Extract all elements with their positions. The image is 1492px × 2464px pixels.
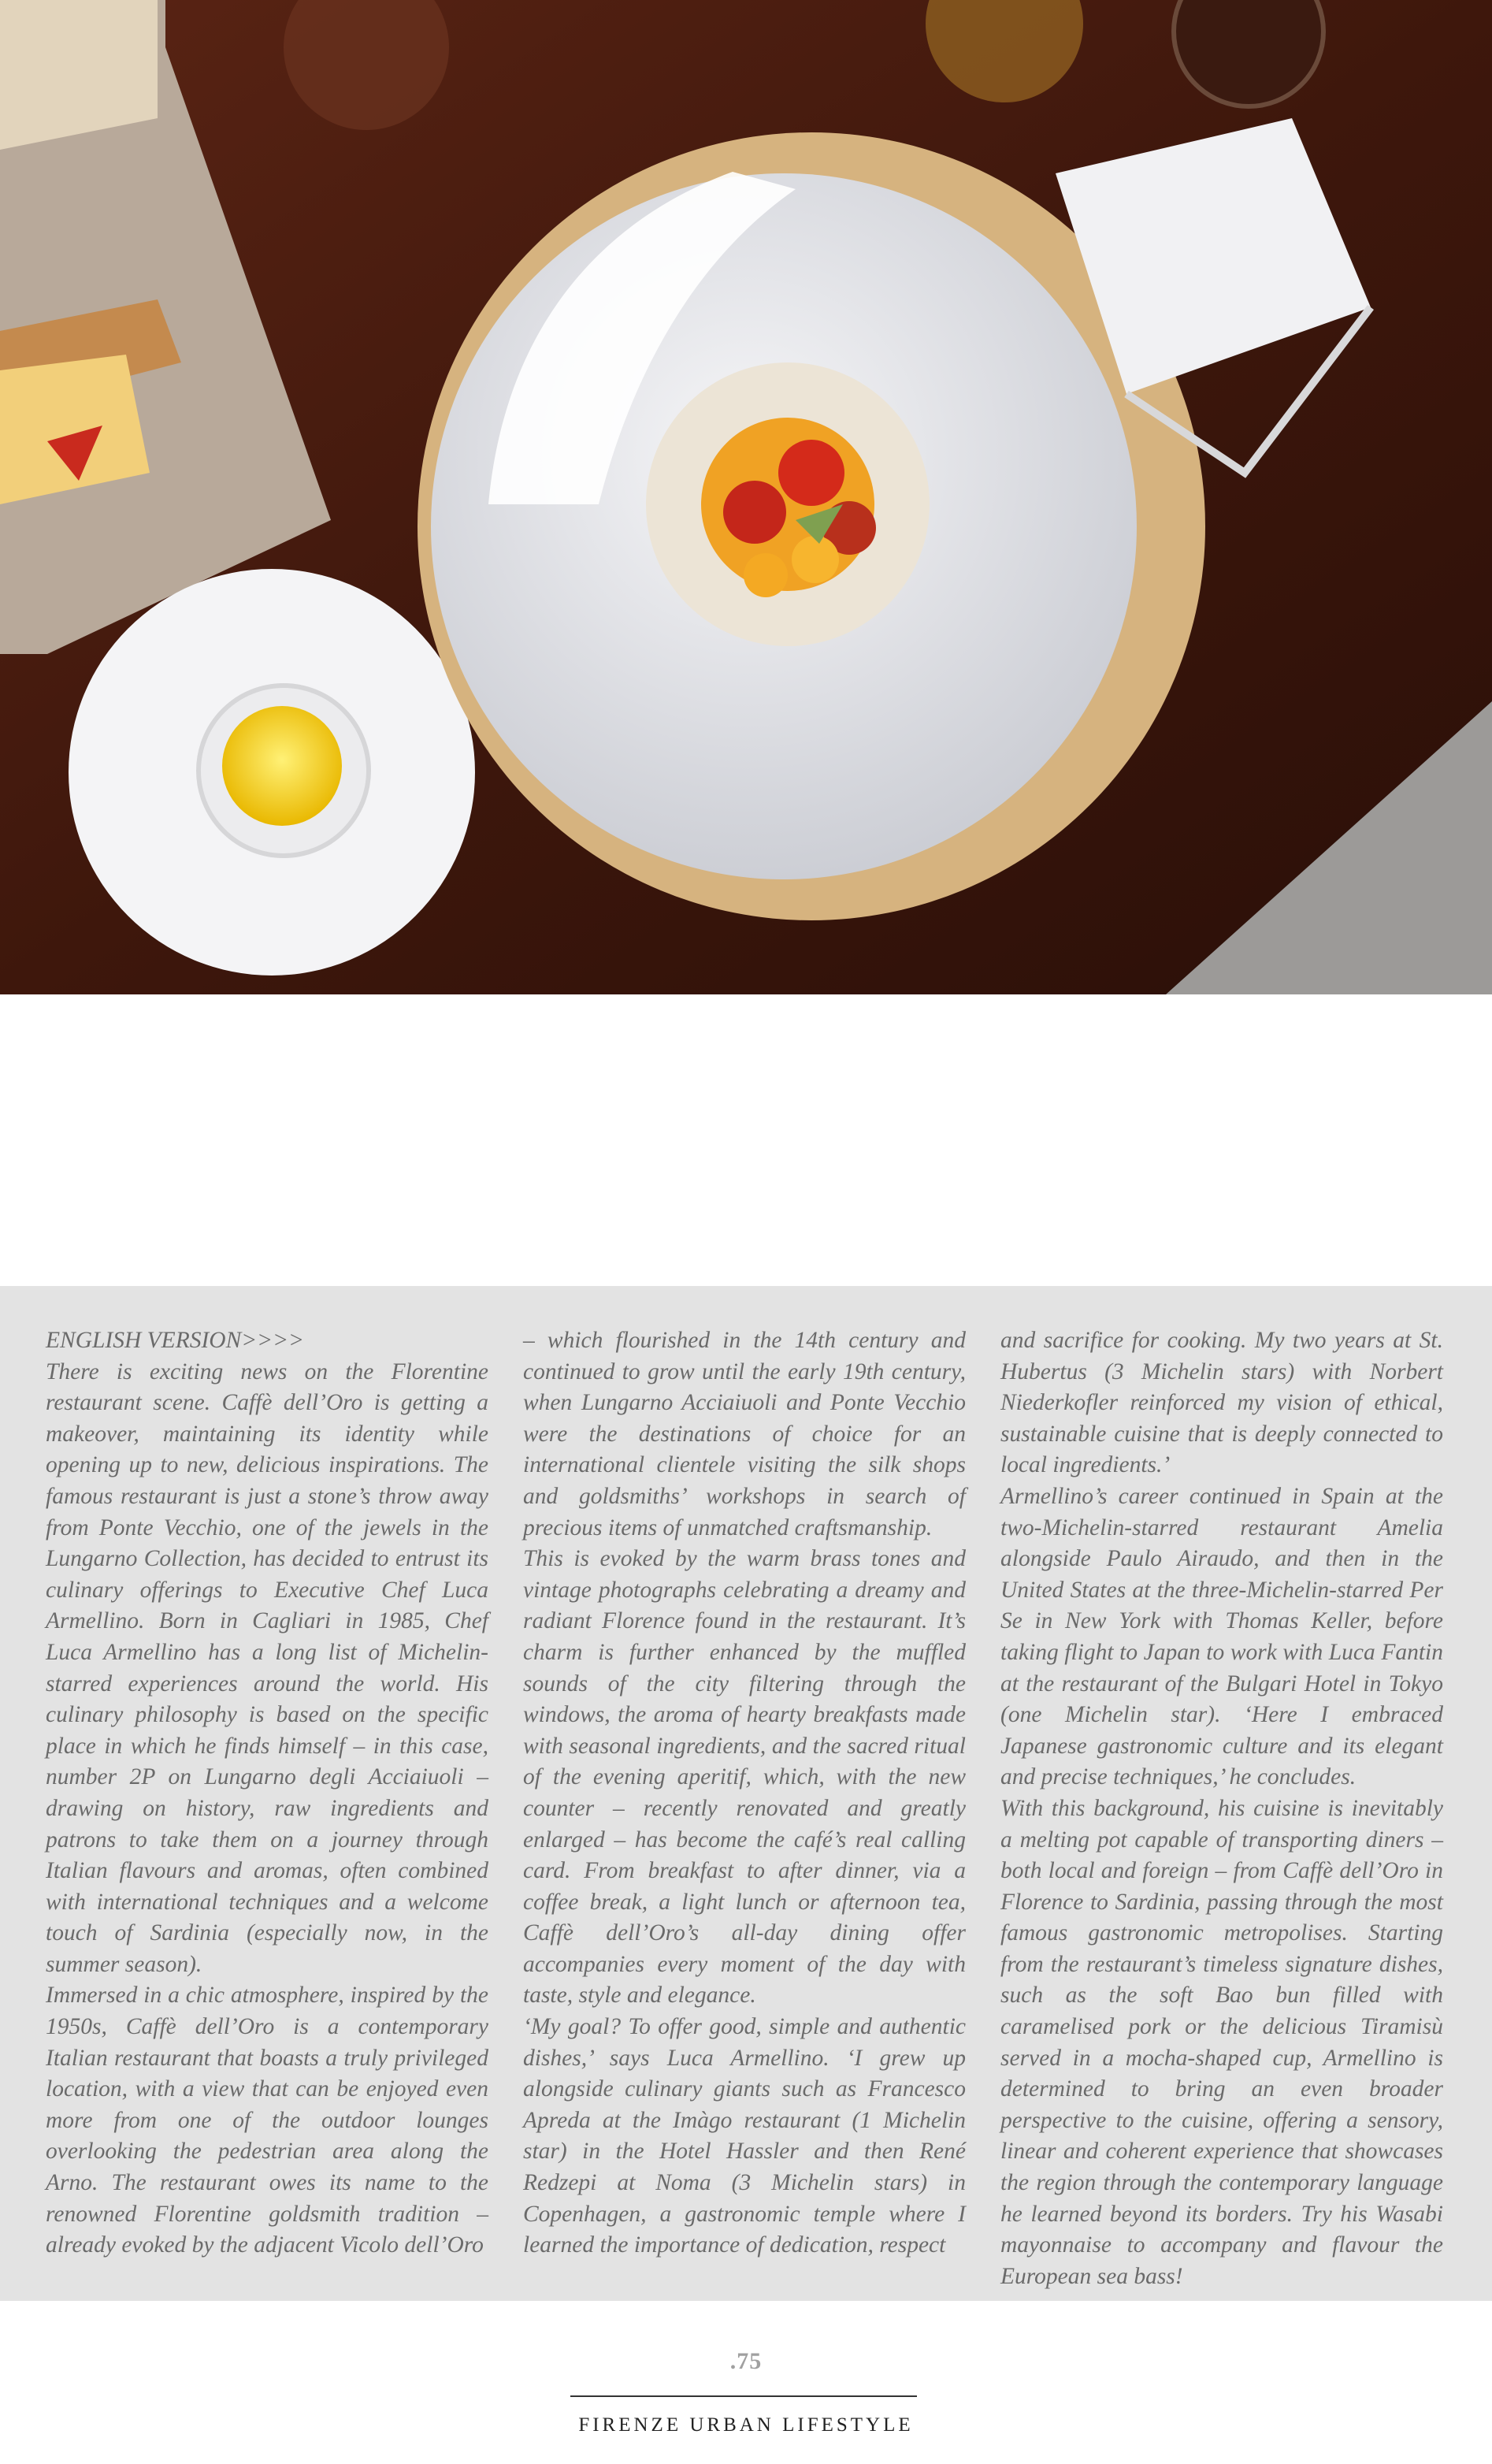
page-footer xyxy=(0,2348,1492,2458)
article-paragraph: Immersed in a chic atmosphere, inspired by the 1950s, Caffè dell’Oro is a contemporary Italian restaurant that boasts a truly privileged location, with a view that can be enjoyed even more from one of the outdoor lounges overlooking the pedestrian area along the Arno. The restaurant owes its name to the renowned Florentine goldsmith tradition – already evoked by the adjacent Vicolo dell’Oro xyxy=(46,1983,488,2258)
article-paragraph: This is evoked by the warm brass tones and vintage photographs celebrating a dreamy and radiant Florence found in the restaurant. It’s charm is further enhanced by the muffled sounds of the city filtering through the windows, the aroma of hearty breakfasts made with seasonal ingredients, and the sacred ritual of the evening aperitif, which, with the new counter – recently renovated and greatly enlarged – has become the café’s real calling card. From breakfast to after dinner, via a coffee break, a light lunch or afternoon tea, Caffè dell’Oro’s all-day dining offer accompanies every moment of the day with taste, style and elegance. xyxy=(523,1546,966,2009)
yellow-tomato-slice xyxy=(792,536,839,583)
article-column-2 xyxy=(523,1325,966,2292)
page-number: .75 xyxy=(729,2348,763,2374)
red-tomato-1 xyxy=(778,440,844,506)
hero-photo xyxy=(0,0,1492,994)
article-heading: ENGLISH VERSION>>>> xyxy=(46,1328,304,1353)
article-columns xyxy=(46,1325,1443,2289)
yellow-tomato-slice-2 xyxy=(744,553,788,597)
plated-dish-illustration xyxy=(0,0,1492,994)
article-paragraph: There is exciting news on the Florentine restaurant scene. Caffè dell’Oro is getting a makeover, maintaining its identity while opening up to new, delicious inspirations. The famous restaurant is just a stone’s throw away from Ponte Vecchio, one of the jewels in the Lungarno Collection, has decided to entrust its culinary offerings to Executive Chef Luca Armellino. Born in Cagliari in 1985, Chef Luca Armellino has a long list of Michelin-starred experiences around the world. His culinary philosophy is based on the specific place in which he finds himself – in this case, number 2P on Lungarno degli Acciaiuoli – drawing on history, raw ingredients and patrons to take them on a journey through Italian flavours and aromas, often combined with international techniques and a welcome touch of Sardinia (especially now, in the summer season). xyxy=(46,1358,488,1977)
red-tomato-2 xyxy=(723,481,786,544)
article-paragraph: – which flourished in the 14th century and continued to grow until the early 19th century, when Lungarno Acciaiuoli and Ponte Vecchio were the destinations of choice for an international clientele visiting the silk shops and goldsmiths’ workshops in search of precious items of unmatched craftsmanship. xyxy=(523,1328,966,1540)
article-paragraph: Armellino’s career continued in Spain at the two-Michelin-starred restaurant Amelia alongside Paulo Airaudo, and then in the United States at the three-Michelin-starred Per Se in New York with Thomas Keller, before taking flight to Japan to work with Luca Fantin at the restaurant of the Bulgari Hotel in Tokyo (one Michelin star). ‘Here I embraced Japanese gastronomic culture and its elegant and precise techniques,’ he concludes. xyxy=(1000,1483,1443,1790)
article-paragraph: and sacrifice for cooking. My two years at St. Hubertus (3 Michelin stars) with Norbert Niederkofler reinforced my vision of ethical, sustainable cuisine that is deeply connected to local ingredients.’ xyxy=(1000,1328,1443,1478)
magazine-name: FIRENZE URBAN LIFESTYLE xyxy=(578,2414,914,2436)
footer-divider xyxy=(570,2395,917,2397)
article-column-3 xyxy=(1000,1325,1443,2292)
article-column-1 xyxy=(46,1325,488,2292)
article-paragraph: With this background, his cuisine is inevitably a melting pot capable of transporting diners – both local and foreign – from Caffè dell’Oro in Florence to Sardinia, passing through the most famous gastronomic metropolises. Starting from the restaurant’s timeless signature dishes, such as the soft Bao bun filled with caramelised pork or the delicious Tiramisù served in a mocha-shaped cup, Armellino is determined to bring an even broader perspective to the cuisine, offering a sensory, linear and coherent experience that showcases the region through the contemporary language he learned beyond its borders. Try his Wasabi mayonnaise to accompany and flavour the European sea bass! xyxy=(1000,1795,1443,2289)
olive-oil xyxy=(222,706,342,826)
article-paragraph: ‘My goal? To offer good, simple and authentic dishes,’ says Luca Armellino. ‘I grew up alongside culinary giants such as Francesco Apreda at the Imàgo restaurant (1 Michelin star) in the Hotel Hassler and then René Redzepi at Noma (3 Michelin stars) in Copenhagen, a gastronomic temple where I learned the importance of dedication, respect xyxy=(523,2014,966,2258)
